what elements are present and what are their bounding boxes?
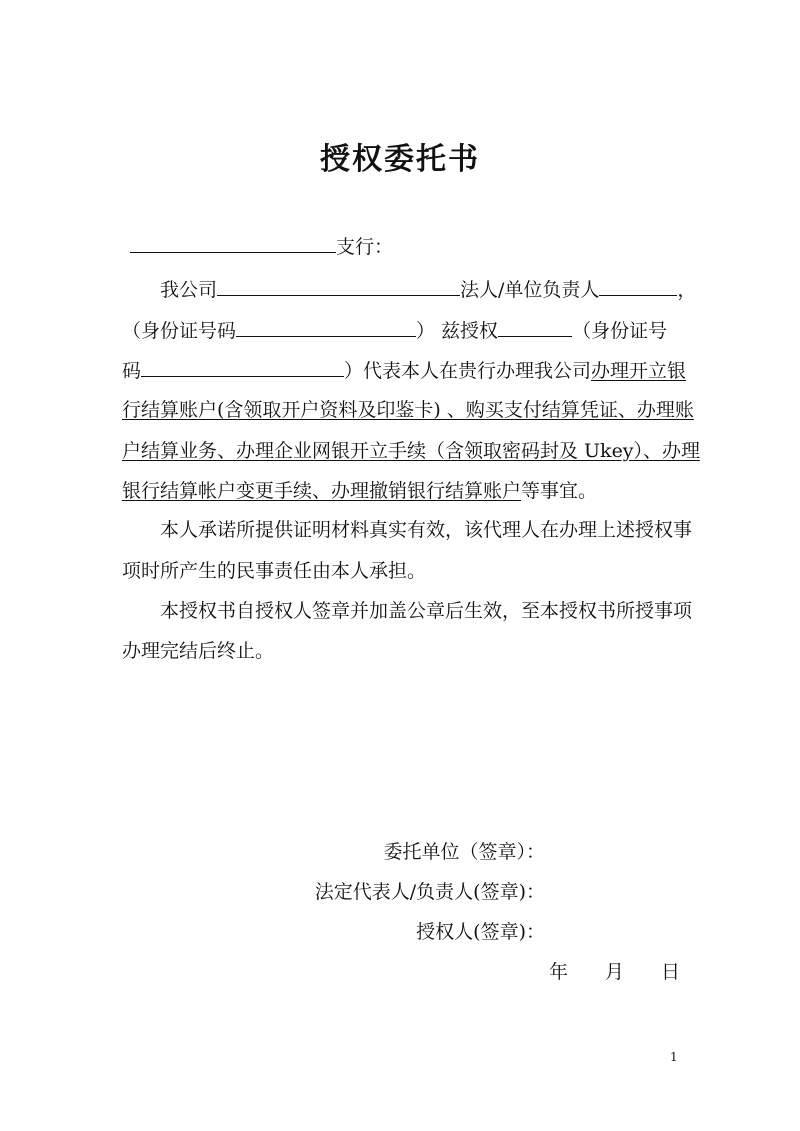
para1-line1 bbox=[160, 275, 696, 304]
branch-label: 支行： bbox=[336, 236, 394, 258]
para3-line2: 办理完结后终止。 bbox=[122, 640, 275, 662]
para2-line2: 项时所产生的民事责任由本人承担。 bbox=[122, 560, 427, 582]
signature-unit: 委托单位（签章）： bbox=[383, 841, 545, 863]
authorize-label: ） 兹授权 bbox=[416, 320, 499, 342]
date-year: 年 bbox=[549, 961, 569, 983]
date-month: 月 bbox=[605, 961, 625, 983]
represent-text: ）代表本人在贵行办理我公司 bbox=[344, 360, 592, 382]
branch-name-blank[interactable] bbox=[130, 232, 336, 253]
para2-line1: 本人承诺所提供证明材料真实有效，该代理人在办理上述授权事 bbox=[160, 519, 693, 541]
document-title: 授权委托书 bbox=[320, 142, 480, 177]
agent-id-blank[interactable] bbox=[141, 356, 344, 377]
para1-line6 bbox=[122, 477, 597, 505]
para1-line2 bbox=[122, 316, 667, 345]
legal-person-blank[interactable] bbox=[599, 275, 677, 296]
para3-line1: 本授权书自授权人签章并加盖公章后生效，至本授权书所授事项 bbox=[160, 600, 693, 622]
legal-person-id-blank[interactable] bbox=[236, 316, 416, 337]
date-day: 日 bbox=[661, 961, 681, 983]
signature-legal-rep: 法定代表人/负责人(签章)： bbox=[314, 881, 545, 903]
punct-comma: ， bbox=[677, 279, 697, 301]
etc-text: 等事宜。 bbox=[521, 480, 598, 502]
code-char: 码 bbox=[122, 360, 142, 382]
page-number: 1 bbox=[670, 1050, 678, 1064]
id-number-label: （身份证号码 bbox=[122, 320, 237, 342]
legal-person-label: 法人/单位负责人 bbox=[460, 279, 600, 301]
business-scope-underlined-4: 银行结算帐户变更手续、办理撤销银行结算账户 bbox=[122, 480, 522, 502]
agent-name-blank[interactable] bbox=[498, 316, 572, 337]
agent-id-label: （身份证号 bbox=[572, 320, 668, 342]
business-scope-underlined-1: 办理开立银 bbox=[591, 360, 687, 382]
para1-line5 bbox=[122, 437, 700, 465]
business-scope-underlined-2: 行结算账户(含领取开户资料及印鉴卡) 、购买支付结算凭证、办理账 bbox=[122, 399, 694, 421]
signature-authorized: 授权人(签章)： bbox=[416, 921, 545, 943]
para1-line4 bbox=[122, 396, 694, 424]
company-label: 我公司 bbox=[160, 279, 218, 301]
para1-line3 bbox=[122, 356, 686, 385]
company-name-blank[interactable] bbox=[217, 275, 460, 296]
branch-line bbox=[130, 232, 393, 261]
business-scope-underlined-3: 户结算业务、办理企业网银开立手续（含领取密码封及 Ukey）、办理 bbox=[122, 440, 701, 462]
